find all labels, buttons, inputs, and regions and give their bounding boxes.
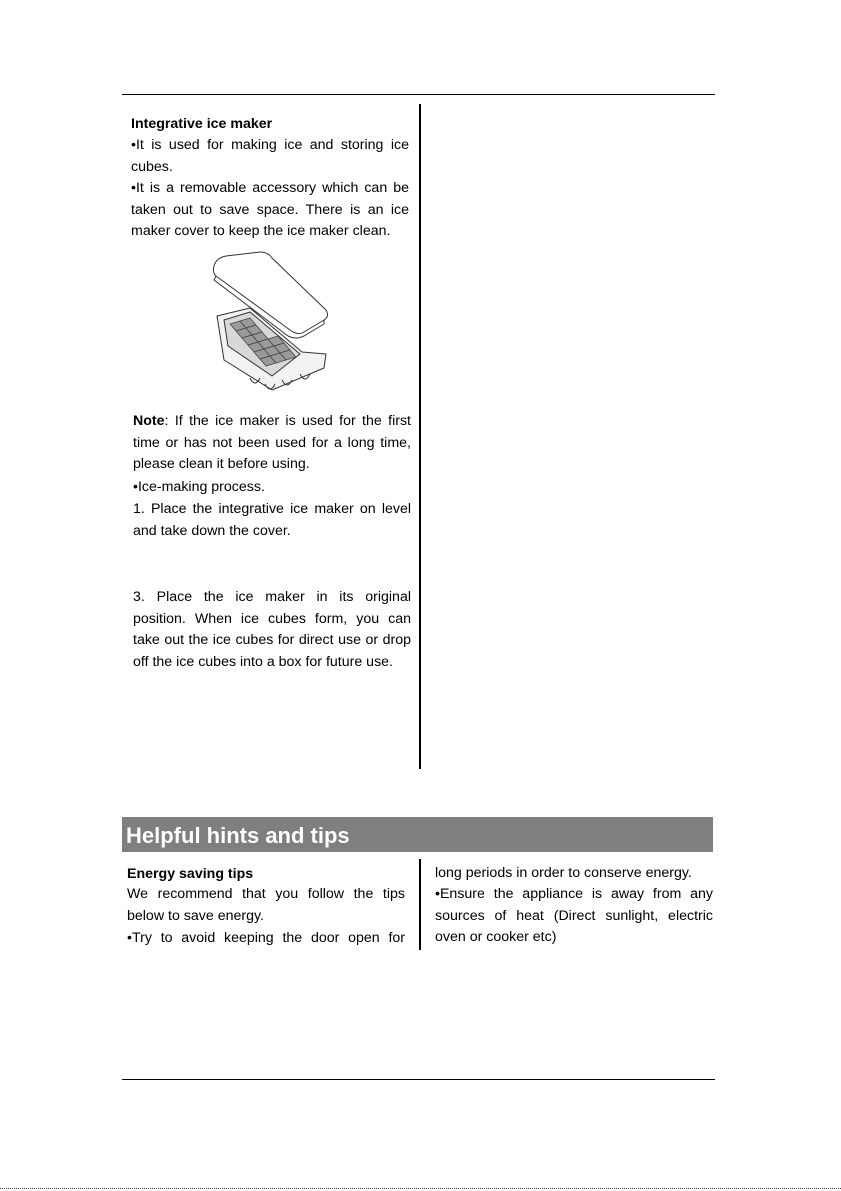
header-rule: [122, 94, 715, 95]
ice-maker-heading: Integrative ice maker: [131, 116, 273, 132]
section-banner: [122, 817, 713, 852]
tip-1-end: long periods in order to conserve energy.: [435, 865, 692, 881]
note-text: : If the ice maker is used for the first time or has not been used for a long time, please clean it before using.: [133, 413, 411, 472]
column-divider-bottom: [419, 859, 421, 950]
tip-2: •Ensure the appliance is away from any sources of heat (Direct sunlight, electric oven or cooker etc): [435, 886, 713, 945]
step-1: 1. Place the integrative ice maker on level and take down the cover.: [133, 501, 411, 539]
tip-1-start: •Try to avoid keeping the door open for: [127, 930, 405, 946]
section-title: Helpful hints and tips: [126, 823, 350, 848]
footer-rule: [122, 1079, 715, 1080]
step-3: 3. Place the ice maker in its original position. When ice cubes form, you can take out the ice cubes for direct use or drop off the ice cubes into a box for future use.: [133, 589, 411, 670]
column-divider-top: [419, 104, 421, 769]
note-paragraph: [133, 411, 411, 476]
page-edge-dots: [0, 1188, 841, 1189]
ice-making-process-heading: •Ice-making process.: [133, 479, 265, 495]
note-label: Note: [133, 413, 165, 429]
ice-maker-bullet-2: •It is a removable accessory which can be taken out to save space. There is an ice maker cover to keep the ice maker clean.: [131, 180, 409, 239]
energy-saving-heading: Energy saving tips: [127, 866, 254, 882]
ice-maker-bullet-1: •It is used for making ice and storing ice cubes.: [131, 137, 409, 175]
ice-cube-tray-icon: [210, 250, 330, 396]
energy-intro: We recommend that you follow the tips below to save energy.: [127, 886, 405, 924]
